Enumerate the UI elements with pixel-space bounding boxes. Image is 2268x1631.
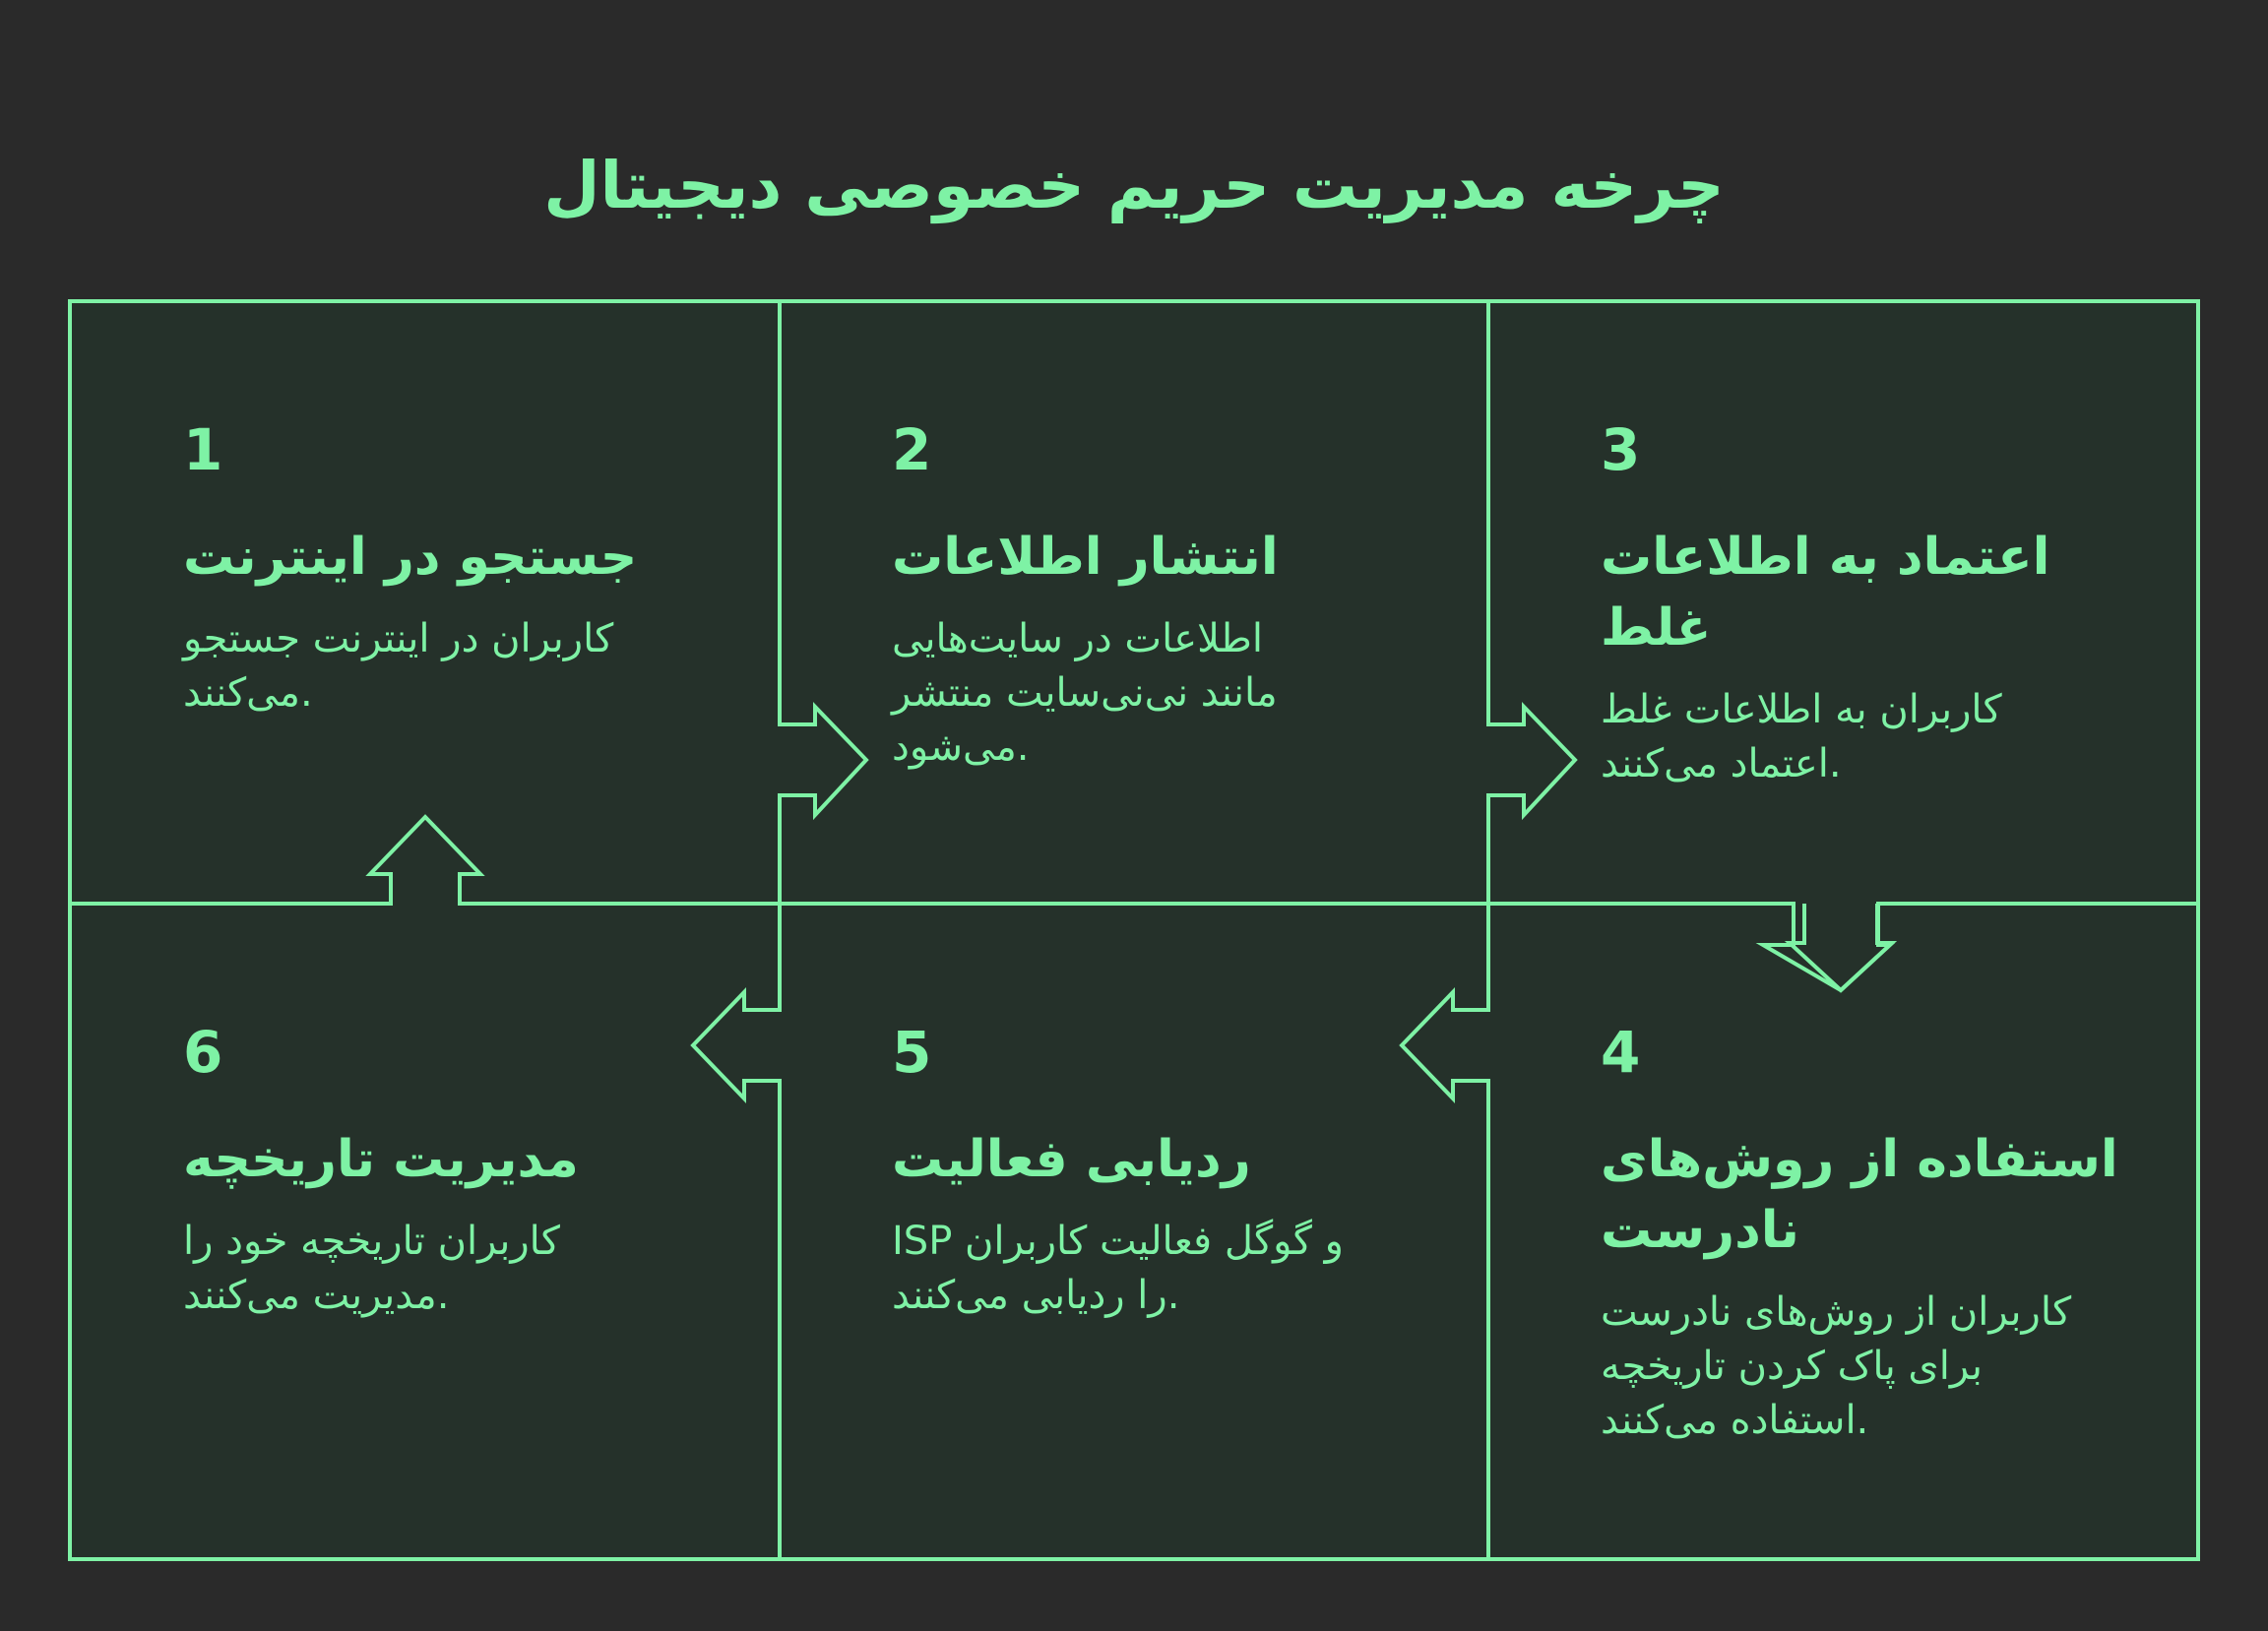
step-heading-line: غلط	[1601, 598, 1712, 658]
step-heading: جستجو در اینترنت	[183, 528, 638, 587]
step-description-line: کاربران در اینترنت جستجو	[183, 616, 614, 661]
step-number: 4	[1601, 1019, 1641, 1086]
step-description-line: برای پاک کردن تاریخچه	[1601, 1344, 1984, 1389]
step-description-line: .می‌شود	[892, 724, 1030, 770]
diagram-title: چرخه مدیریت حریم خصوصی دیجیتال	[543, 148, 1725, 223]
step-description-line: مانند نی‌نی‌سایت منتشر	[892, 670, 1278, 716]
step-description	[183, 1215, 734, 1323]
step-heading-line: استفاده از روش‌های	[1601, 1130, 2118, 1189]
step-description	[1601, 1286, 2152, 1448]
step-number: 5	[892, 1019, 932, 1086]
step-heading-line: اعتماد به اطلاعات	[1601, 528, 2050, 587]
step-description	[892, 612, 1443, 775]
step-heading: مدیریت تاریخچه	[183, 1130, 579, 1189]
step-description-line: اطلاعات در سایت‌هایی	[892, 616, 1263, 661]
step-description-line: .را ردیابی می‌کنند	[892, 1273, 1180, 1318]
step-card-3	[1601, 416, 2152, 791]
step-number: 3	[1601, 416, 1641, 483]
step-card-6	[183, 1019, 734, 1323]
step-heading: ردیابی فعالیت	[892, 1130, 1251, 1189]
step-description	[892, 1215, 1443, 1323]
step-number: 2	[892, 416, 932, 483]
step-card-4	[1601, 1019, 2152, 1448]
step-heading: انتشار اطلاعات	[892, 528, 1279, 587]
step-description-line: کاربران تاریخچه خود را	[183, 1219, 560, 1264]
step-card-5	[892, 1019, 1443, 1323]
step-heading	[1601, 1124, 2152, 1266]
step-description-line: .اعتماد می‌کنند	[1601, 741, 1842, 786]
step-card-2	[892, 416, 1443, 775]
step-description	[1601, 683, 2152, 791]
step-number: 6	[183, 1019, 223, 1086]
step-heading-line: نادرست	[1601, 1201, 1799, 1260]
step-description	[183, 612, 734, 721]
step-description-line: .مدیریت می‌کنند	[183, 1273, 450, 1318]
step-number: 1	[183, 416, 223, 483]
step-description-line: .استفاده می‌کنند	[1601, 1398, 1869, 1443]
step-description-line: کاربران از روش‌های نادرست	[1601, 1289, 2072, 1335]
step-heading	[1601, 522, 2152, 663]
step-description-line: ISP و گوگل فعالیت کاربران	[892, 1219, 1344, 1264]
step-description-line: کاربران به اطلاعات غلط	[1601, 687, 2002, 732]
step-description-line: .می‌کنند	[183, 670, 313, 716]
step-card-1	[183, 416, 734, 721]
